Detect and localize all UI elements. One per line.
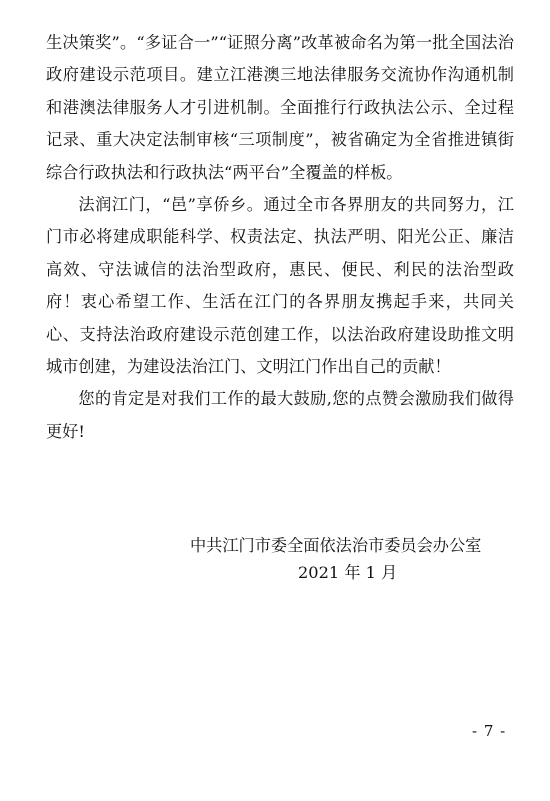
paragraph-3: 您的肯定是对我们工作的最大鼓励,您的点赞会激励我们做得更好! — [46, 389, 514, 441]
paragraph-2: 法润江门，“邑”享侨乡。通过全市各界朋友的共同努力，江门市必将建成职能科学、权责法定、执法严明、阳光公正、廉洁高效、守法诚信的法治型政府，惠民、便民、利民的法治型政府！衷心希望工作、生活在江门的各界朋友携起手来，共同关心、支持法治政府建设示范创建工作，以法治政府建设助推文明城市创建，为建设法治江门、文明江门作出自己的贡献！ — [46, 195, 514, 377]
paragraph-1: 生决策奖”。“多证合一”“证照分离”改革被命名为第一批全国法治政府建设示范项目。建立江港澳三地法律服务交流协作沟通机制和港澳法律服务人才引进机制。全面推行行政执法公示、全过程记录、重大决定法制审核“三项制度”，被省确定为全省推进镇街综合行政执法和行政执法“两平台”全覆盖的样板。 — [46, 33, 514, 182]
signature-organization: 中共江门市委全面依法治市委员会办公室 — [190, 536, 482, 555]
page-number: - 7 - — [472, 722, 507, 740]
signature-date: 2021 年 1 月 — [298, 563, 398, 582]
document-body — [46, 27, 514, 448]
